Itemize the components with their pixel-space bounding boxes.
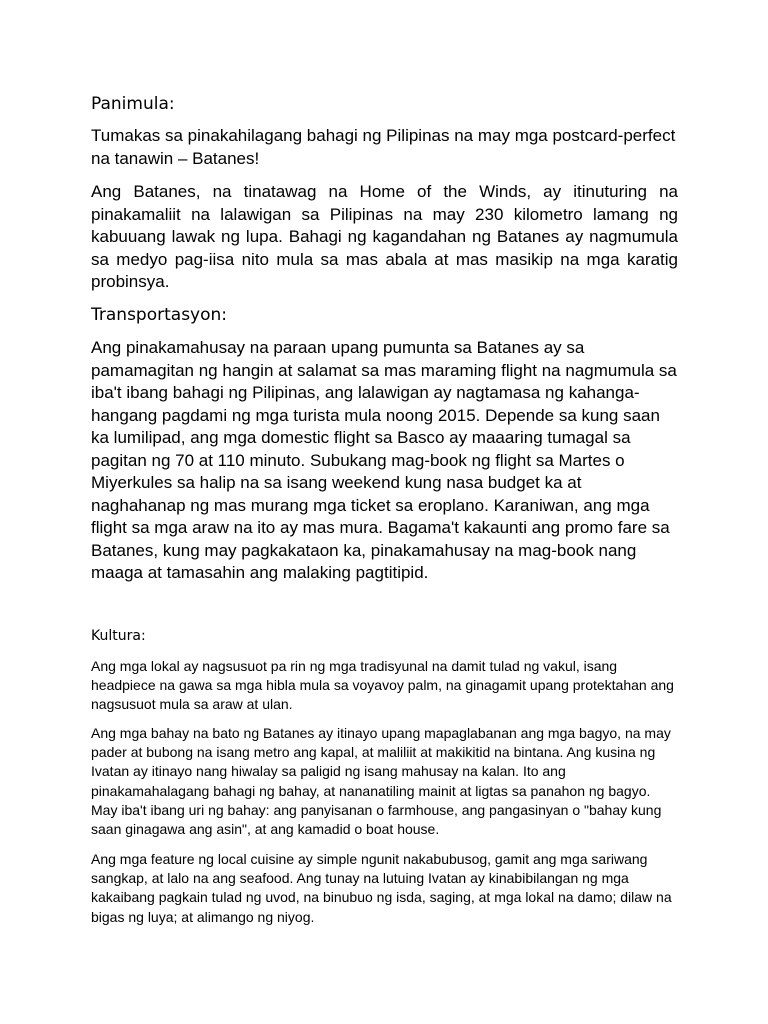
paragraph-panimula-batanes: Ang Batanes, na tinatawag na Home of the Winds, ay itinuturing na pinakamaliit na lalawigan sa Pilipinas na may 230 kilometro lamang ng kabuuang lawak ng lupa. Bahagi ng kagandahan ng Batanes ay nagmumula sa medyo pag-iisa nito mula sa mas abala at mas masikip na mga karatig probinsya. — [91, 182, 678, 291]
heading-transportasyon: Transportasyon: — [91, 305, 228, 325]
paragraph-kultura-damit: Ang mga lokal ay nagsusuot pa rin ng mga tradisyunal na damit tulad ng vakul, isang headpiece na gawa sa mga hibla mula sa voyavoy palm, na ginagamit upang protektahan ang nagsusuot mula sa araw at ulan. — [91, 658, 674, 713]
paragraph-kultura-bahay: Ang mga bahay na bato ng Batanes ay itinayo upang mapaglabanan ang mga bagyo, na may pader at bubong na isang metro ang kapal, at maliliit at makikitid na bintana. Ang kusina ng Ivatan ay itinayo nang hiwalay sa paligid ng isang mahusay na kalan. Ito ang pinakamahalagang bahagi ng bahay, at nananatiling mainit at ligtas sa panahon ng bagyo. May iba't ibang uri ng bahay: ang panyisanan o farmhouse, ang pangasinyan o "bahay kung saan ginagawa ang asin", at ang kamadid o boat house. — [91, 725, 671, 838]
paragraph-transportasyon: Ang pinakamahusay na paraan upang pumunta sa Batanes ay sa pamamagitan ng hangin at salamat sa mas maraming flight na nagmumula sa iba't ibang bahagi ng Pilipinas, ang lalawigan ay nagtamasa ng kahanga-hangang pagdami ng mga turista mula noong 2015. Depende sa kung saan ka lumilipad, ang mga domestic flight sa Basco ay maaaring tumagal sa pagitan ng 70 at 110 minuto. Subukang mag-book ng flight sa Martes o Miyerkules sa halip na sa isang weekend kung nasa budget ka at naghahanap ng mas murang mga ticket sa eroplano. Karaniwan, ang mga flight sa mga araw na ito ay mas mura. Bagama't kakaunti ang promo fare sa Batanes, kung may pagkakataon ka, pinakamahusay na mag-book nang maaga at tamasahin ang malaking pagtitipid. — [91, 338, 677, 582]
paragraph-panimula-intro: Tumakas sa pinakahilagang bahagi ng Pilipinas na may mga postcard-perfect na tanawin – Batanes! — [91, 126, 676, 168]
heading-panimula: Panimula: — [91, 94, 175, 114]
heading-kultura: Kultura: — [91, 628, 146, 644]
paragraph-kultura-cuisine: Ang mga feature ng local cuisine ay simple ngunit nakabubusog, gamit ang mga sariwang sangkap, at lalo na ang seafood. Ang tunay na lutuing Ivatan ay kinabibilangan ng mga kakaibang pagkain tulad ng uvod, na binubuo ng isda, saging, at mga lokal na damo; dilaw na bigas ng luya; at alimango ng niyog. — [91, 851, 672, 925]
